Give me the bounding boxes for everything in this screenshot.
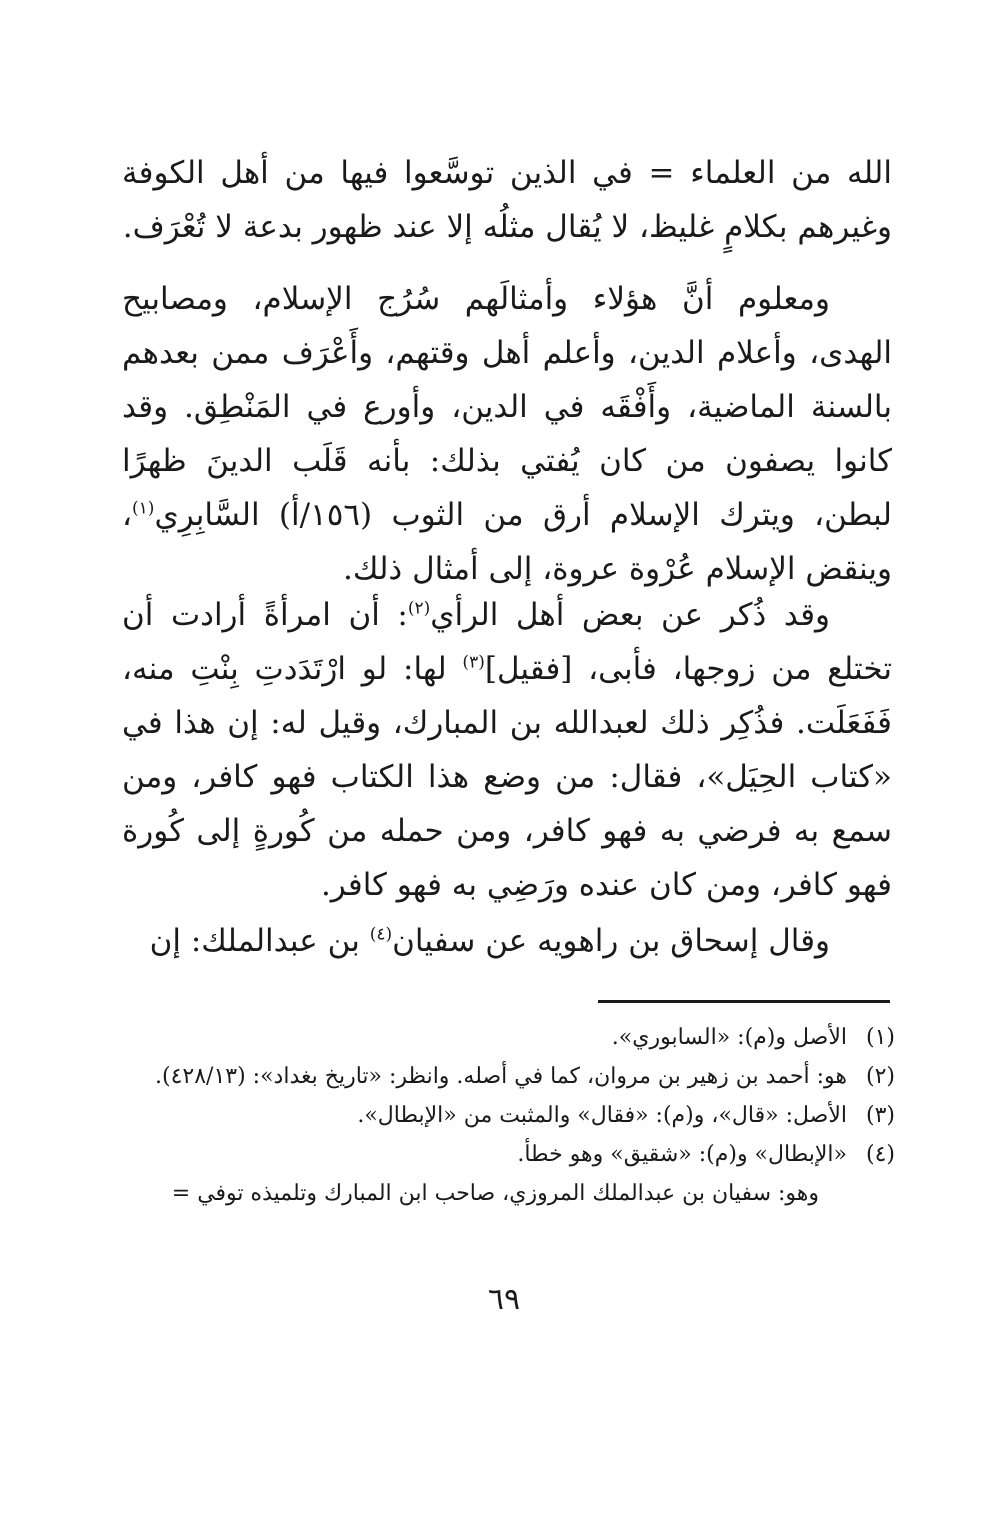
footnote-ref-1: (١)	[132, 498, 155, 519]
page-number: ٦٩	[487, 1282, 521, 1317]
footnote-text: هو: أحمد بن زهير بن مروان، كما في أصله. وانظر: «تاريخ بغداد»: (٤٢٨/١٣).	[155, 1064, 847, 1089]
paragraph-2-text-end: ، وينقض الإسلام عُرْوة عروة، إلى أمثال ذلك.	[122, 497, 892, 587]
footnote-number: (١)	[865, 1025, 895, 1050]
paragraph-3-text-a: وقد ذُكر عن بعض أهل الرأي	[430, 597, 830, 633]
footnotes	[100, 1018, 895, 1213]
footnote-number: (٤)	[865, 1142, 895, 1167]
footnote-2	[100, 1057, 895, 1096]
footnote-separator	[598, 1000, 890, 1003]
footnote-4-continuation: وهو: سفيان بن عبدالملك المروزي، صاحب ابن المبارك وتلميذه توفي =	[171, 1181, 819, 1206]
paragraph-1-text: الله من العلماء = في الذين توسَّعوا فيها من أهل الكوفة وغيرهم بكلامٍ غليظ، لا يُقال مثلُه إلا عند ظهور بدعة لا تُعْرَف.	[122, 155, 892, 245]
paragraph-3-text-c: لها: لو ارْتَدَدتِ بِنْتِ منه، فَفَعَلَت. فذُكِر ذلك لعبدالله بن المبارك، وقيل له: إن هذا في «كتاب الحِيَل»، فقال: من وضع هذا الكتاب فهو كافر، ومن سمع به فرضي به فهو كافر، ومن حمله من كُورةٍ إلى كُورة فهو كافر، ومن كان عنده ورَضِي به فهو كافر.	[122, 651, 892, 903]
paragraph-4-text-b: بن عبدالملك: إن	[149, 923, 370, 959]
footnote-text: الأصل و(م): «السابوري».	[611, 1025, 847, 1050]
footnote-ref-3: (٣)	[462, 652, 485, 673]
footnote-1	[100, 1018, 895, 1057]
footnote-text: الأصل: «قال»، و(م): «فقال» والمثبت من «الإبطال».	[357, 1103, 847, 1128]
paragraph-3	[122, 588, 892, 912]
footnote-ref-4: (٤)	[369, 924, 393, 945]
footnote-number: (٣)	[865, 1103, 895, 1128]
footnote-number: (٢)	[865, 1064, 895, 1089]
paragraph-1	[122, 146, 892, 254]
footnote-ref-2: (٢)	[407, 598, 431, 619]
footnote-text: «الإبطال» و(م): «شقيق» وهو خطأ.	[517, 1142, 847, 1167]
paragraph-2-text: ومعلوم أنَّ هؤلاء وأمثالَهم سُرُج الإسلام، ومصابيح الهدى، وأعلام الدين، وأعلم أهل وقتهم، وأَعْرَف ممن بعدهم بالسنة الماضية، وأَفْقَه في الدين، وأورع في المَنْطِق. وقد كانوا يصفون من كان يُفتي بذلك: بأنه قَلَب الدينَ ظهرًا لبطن، ويترك الإسلام أرق من الثوب (١٥٦/أ) السَّابِرِي	[122, 281, 892, 533]
paragraph-2	[122, 272, 892, 596]
paragraph-3-text-b: : أن امرأةً أرادت أن تختلع من زوجها، فأبى، [فقيل]	[122, 597, 892, 687]
paragraph-4-text-a: وقال إسحاق بن راهويه عن سفيان	[392, 923, 830, 959]
footnote-3	[100, 1096, 895, 1135]
footnote-4	[100, 1135, 895, 1174]
paragraph-4	[122, 914, 892, 968]
